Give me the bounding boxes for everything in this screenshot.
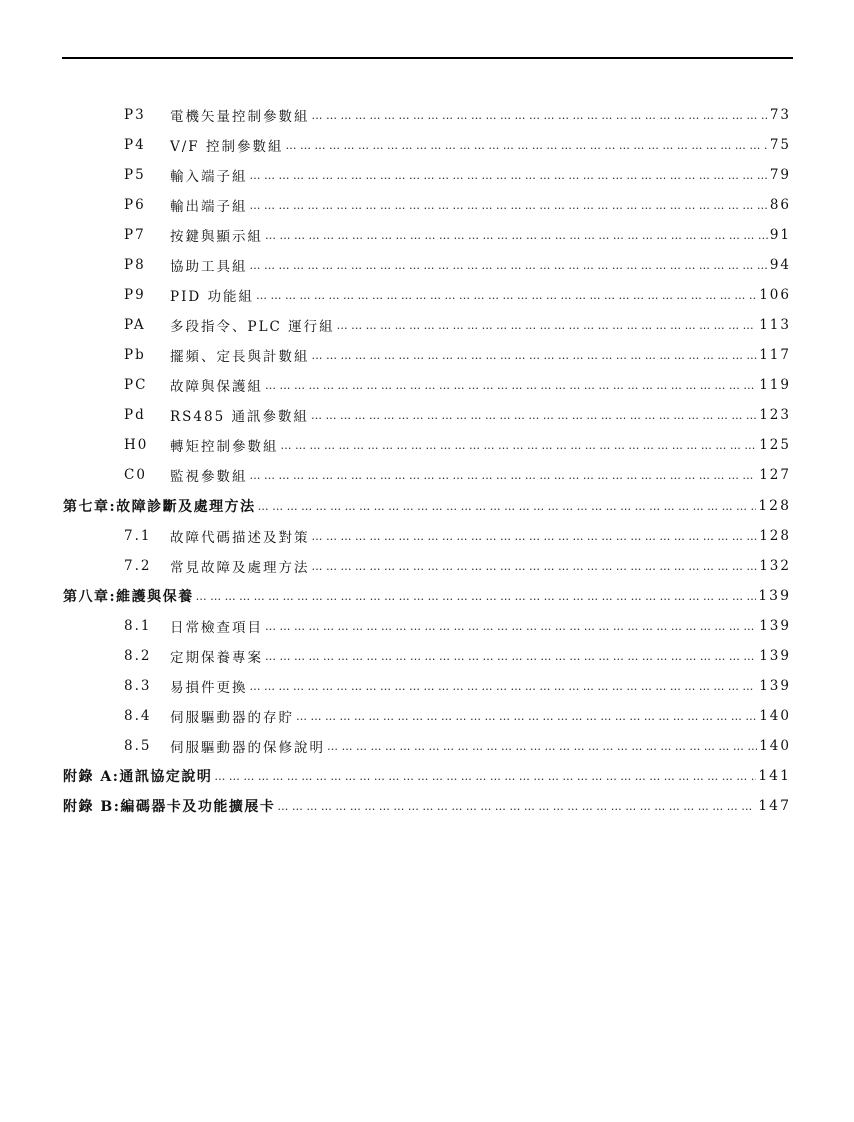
toc-code: P9 (124, 287, 146, 303)
toc-title: 日常檢查項目 (170, 620, 263, 636)
toc-code: 7.1 (124, 528, 152, 544)
toc-code: Pb (124, 347, 146, 363)
toc-entry-8-1[interactable] (124, 611, 791, 641)
toc-leader (250, 199, 768, 212)
toc-code: Pd (124, 407, 146, 423)
toc-code: P3 (124, 107, 146, 123)
toc-title: 多段指令、PLC 運行組 (170, 319, 335, 335)
toc-entry-p3[interactable] (124, 100, 791, 130)
toc-appendix-a[interactable] (63, 761, 791, 791)
toc-leader (250, 469, 758, 482)
toc-title: 伺服驅動器的存貯 (170, 710, 294, 726)
toc-title: 監視參數組 (170, 469, 248, 485)
toc-entry-c0[interactable] (124, 460, 791, 490)
toc-page: 113 (759, 317, 791, 333)
toc-page: 125 (759, 437, 791, 453)
toc-page: 139 (758, 588, 791, 604)
toc-entry-8-4[interactable] (124, 701, 791, 731)
toc-leader (250, 259, 768, 272)
toc-page: 128 (758, 498, 791, 514)
toc-leader (250, 169, 768, 182)
toc-title: 輸出端子組 (170, 199, 248, 215)
toc-page: 119 (759, 377, 791, 393)
toc-leader (258, 500, 757, 513)
toc-page: 79 (769, 167, 791, 183)
toc-page: 86 (769, 197, 791, 213)
toc-leader (312, 349, 758, 362)
toc-title: 電機矢量控制參數組 (170, 109, 310, 125)
toc-code: 8.4 (124, 708, 152, 724)
toc-title: 伺服驅動器的保修說明 (170, 740, 325, 756)
toc-entry-p6[interactable] (124, 190, 791, 220)
toc-code: P8 (124, 257, 146, 273)
toc-page: 140 (759, 738, 791, 754)
toc-page: 106 (759, 287, 791, 303)
toc-title: 按鍵與顯示組 (170, 229, 263, 245)
toc-entry-pb[interactable] (124, 340, 791, 370)
toc-page: 75 (769, 137, 791, 153)
toc-title: 定期保養專案 (170, 650, 263, 666)
toc-page: 117 (759, 347, 791, 363)
toc-entry-h0[interactable] (124, 430, 791, 460)
toc-title: V/F 控制參數組 (170, 139, 284, 155)
toc-title: 擺頻、定長與計數組 (170, 349, 310, 365)
toc-leader (337, 319, 758, 332)
toc-chapter-title: 附錄 A:通訊協定說明 (63, 769, 213, 785)
toc-code: P6 (124, 197, 146, 213)
toc-title: PID 功能組 (170, 289, 255, 305)
toc-code: 7.2 (124, 558, 152, 574)
toc-page: 128 (759, 528, 791, 544)
toc-entry-pa[interactable] (124, 310, 791, 340)
toc-leader (285, 139, 767, 152)
toc-page: 91 (769, 227, 791, 243)
toc-leader (250, 680, 758, 693)
toc-leader (265, 379, 757, 392)
toc-chapter-title: 第七章:故障診斷及處理方法 (63, 499, 256, 515)
toc-title: 輸入端子組 (170, 169, 248, 185)
toc-page: 140 (759, 708, 791, 724)
toc-entry-8-5[interactable] (124, 731, 791, 761)
toc-leader (265, 229, 768, 242)
toc-leader (196, 590, 757, 603)
toc-code: 8.2 (124, 648, 152, 664)
toc-leader (277, 800, 756, 813)
toc-page: 127 (759, 467, 791, 483)
toc-entry-p8[interactable] (124, 250, 791, 280)
toc-code: 8.1 (124, 618, 152, 634)
toc-page: 139 (759, 648, 791, 664)
toc-leader (311, 409, 757, 422)
toc-code: C0 (124, 467, 147, 483)
toc-entry-7-2[interactable] (124, 551, 791, 581)
toc-page: 94 (769, 257, 791, 273)
toc-title: 常見故障及處理方法 (170, 560, 310, 576)
toc-title: 轉矩控制參數組 (170, 439, 279, 455)
toc-code: H0 (124, 437, 149, 453)
toc-code: PC (124, 377, 148, 393)
toc-leader (256, 289, 757, 302)
toc-entry-8-3[interactable] (124, 671, 791, 701)
toc-leader (312, 530, 758, 543)
toc-appendix-b[interactable] (63, 791, 791, 821)
toc-page: 139 (759, 618, 791, 634)
toc-title: 故障代碼描述及對策 (170, 530, 310, 546)
toc-page: 73 (769, 107, 791, 123)
toc-entry-pd[interactable] (124, 400, 791, 430)
toc-chapter-title: 第八章:維護與保養 (63, 589, 194, 605)
toc-title: 故障與保護組 (170, 379, 263, 395)
toc-chapter-title: 附錄 B:編碼器卡及功能擴展卡 (63, 799, 276, 815)
toc-title: 協助工具組 (170, 259, 248, 275)
toc-leader (214, 770, 756, 783)
toc-code: P7 (124, 227, 146, 243)
toc-entry-p5[interactable] (124, 160, 791, 190)
toc-leader (281, 439, 758, 452)
toc-code: P4 (124, 137, 146, 153)
toc-title: RS485 通訊參數組 (170, 409, 309, 425)
toc-entry-p4[interactable] (124, 130, 791, 160)
toc-title: 易損件更換 (170, 680, 248, 696)
toc-entry-8-2[interactable] (124, 641, 791, 671)
toc-page: 132 (759, 558, 791, 574)
toc-code: P5 (124, 167, 146, 183)
toc-chapter-8[interactable] (63, 581, 791, 611)
toc-code: 8.3 (124, 678, 152, 694)
toc-entry-7-1[interactable] (124, 521, 791, 551)
toc-entry-p7[interactable] (124, 220, 791, 250)
toc-leader (296, 710, 757, 723)
toc-page: 141 (758, 768, 791, 784)
toc-entry-pc[interactable] (124, 370, 791, 400)
toc-page: 123 (759, 407, 791, 423)
header-rule (62, 57, 793, 59)
toc-chapter-7[interactable] (63, 491, 791, 521)
toc-code: 8.5 (124, 738, 152, 754)
toc-page: 147 (758, 798, 791, 814)
toc-leader (265, 650, 757, 663)
toc-leader (265, 620, 757, 633)
toc-leader (312, 109, 768, 122)
toc-leader (327, 740, 757, 753)
toc-entry-p9[interactable] (124, 280, 791, 310)
toc-page: 139 (759, 678, 791, 694)
toc-code: PA (124, 317, 146, 333)
toc-leader (312, 560, 758, 573)
